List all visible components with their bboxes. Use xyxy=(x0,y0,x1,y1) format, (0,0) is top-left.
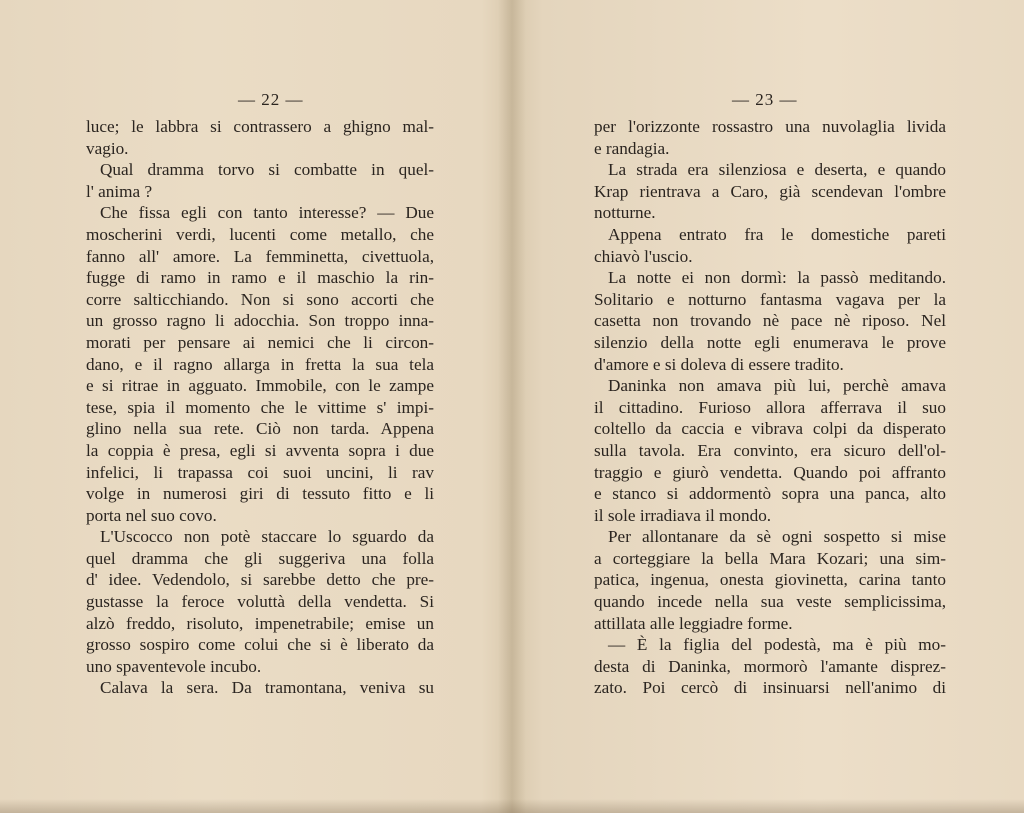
text-line: patica, ingenua, onesta giovinetta, carina tanto xyxy=(594,570,946,590)
text-line: vagio. xyxy=(86,138,129,158)
text-line: moscherini verdi, lucenti come metallo, che xyxy=(86,224,434,244)
text-line: Calava la sera. Da tramontana, veniva su xyxy=(100,678,434,698)
text-line: volge in numerosi giri di tessuto fitto e li xyxy=(86,484,434,504)
text-line: tese, spia il momento che le vittime s' impi- xyxy=(86,397,434,417)
text-line: e stanco si addormentò sopra una panca, alto xyxy=(594,484,946,504)
text-line: silenzio della notte egli enumerava le prove xyxy=(594,332,946,352)
text-line: morati per pensare ai nemici che li circon- xyxy=(86,332,434,352)
text-line: per l'orizzonte rossastro una nuvolaglia livida xyxy=(594,117,946,136)
text-line: sulla tavola. Era convinto, era sicuro dell'ol- xyxy=(594,440,946,460)
text-line: d'amore e si doleva di essere tradito. xyxy=(594,354,844,374)
right-page xyxy=(514,0,1024,813)
text-line: e si ritrae in agguato. Immobile, con le zampe xyxy=(86,376,434,396)
text-line: quando incede nella sua veste semplicissima, xyxy=(594,592,946,612)
text-line: un grosso ragno li adocchia. Son troppo inna- xyxy=(86,311,434,331)
text-line: coltello da caccia e vibrava colpi da disperato xyxy=(594,419,946,439)
text-line: d' idee. Vedendolo, si sarebbe detto che pre- xyxy=(86,570,434,590)
text-line: La notte ei non dormì: la passò meditando. xyxy=(608,268,946,288)
text-line: uno spaventevole incubo. xyxy=(86,656,262,676)
text-line: notturne. xyxy=(594,203,656,223)
text-line: quel dramma che gli suggeriva una folla xyxy=(86,548,434,568)
text-line: casetta non trovando nè pace nè riposo. Nel xyxy=(594,311,946,331)
text-line: L'Uscocco non potè staccare lo sguardo da xyxy=(100,527,434,547)
left-page xyxy=(0,0,510,813)
text-line: alzò freddo, risoluto, impenetrabile; emise un xyxy=(86,613,434,633)
text-line: La strada era silenziosa e deserta, e quando xyxy=(608,160,946,180)
text-line: gustasse la feroce voluttà della vendetta. Si xyxy=(86,592,434,612)
text-line: Krap rientrava a Caro, già scendevan l'ombre xyxy=(594,181,946,201)
text-line: Daninka non amava più lui, perchè amava xyxy=(608,376,946,396)
text-line: luce; le labbra si contrassero a ghigno mal- xyxy=(86,117,434,136)
page-bottom-edge xyxy=(0,799,1024,813)
text-line: grosso sospiro come colui che si è liberato da xyxy=(86,635,434,655)
text-line: attillata alle leggiadre forme. xyxy=(594,613,793,633)
text-line: Che fissa egli con tanto interesse? — Due xyxy=(100,203,434,223)
text-line: fugge di ramo in ramo e il maschio la rin- xyxy=(86,268,434,288)
text-line: l' anima ? xyxy=(86,181,153,201)
text-line: dano, e il ragno allarga in fretta la sua tela xyxy=(86,354,434,374)
text-line: infelici, li trapassa coi suoi uncini, li rav xyxy=(86,462,434,482)
text-line: traggio e giurò vendetta. Quando poi affranto xyxy=(594,462,946,482)
text-line: Qual dramma torvo si combatte in quel- xyxy=(100,160,434,180)
text-line: il sole irradiava il mondo. xyxy=(594,505,772,525)
text-line: Per allontanare da sè ogni sospetto si mise xyxy=(608,527,946,547)
text-line: e randagia. xyxy=(594,138,670,158)
text-line: la coppia è presa, egli si avventa sopra i due xyxy=(86,440,434,460)
page-number: — 22 — xyxy=(238,90,304,109)
page-body-text xyxy=(594,116,946,699)
text-line: porta nel suo covo. xyxy=(86,505,217,525)
text-line: il cittadino. Furioso allora afferrava il suo xyxy=(594,397,946,417)
text-line: — È la figlia del podestà, ma è più mo- xyxy=(608,635,946,655)
text-line: fanno all' amore. La femminetta, civettuola, xyxy=(86,246,434,266)
text-line: zato. Poi cercò di insinuarsi nell'animo di xyxy=(594,678,946,698)
text-line: chiavò l'uscio. xyxy=(594,246,693,266)
text-line: glino nella sua rete. Ciò non tarda. Appena xyxy=(86,419,434,439)
page-number: — 23 — xyxy=(732,90,798,109)
text-line: corre salticchiando. Non si sono accorti che xyxy=(86,289,434,309)
text-line: a corteggiare la bella Mara Kozari; una sim- xyxy=(594,548,946,568)
text-line: Solitario e notturno fantasma vagava per la xyxy=(594,289,946,309)
text-line: Appena entrato fra le domestiche pareti xyxy=(608,224,946,244)
text-line: desta di Daninka, mormorò l'amante disprez- xyxy=(594,656,946,676)
page-body-text xyxy=(86,116,434,699)
